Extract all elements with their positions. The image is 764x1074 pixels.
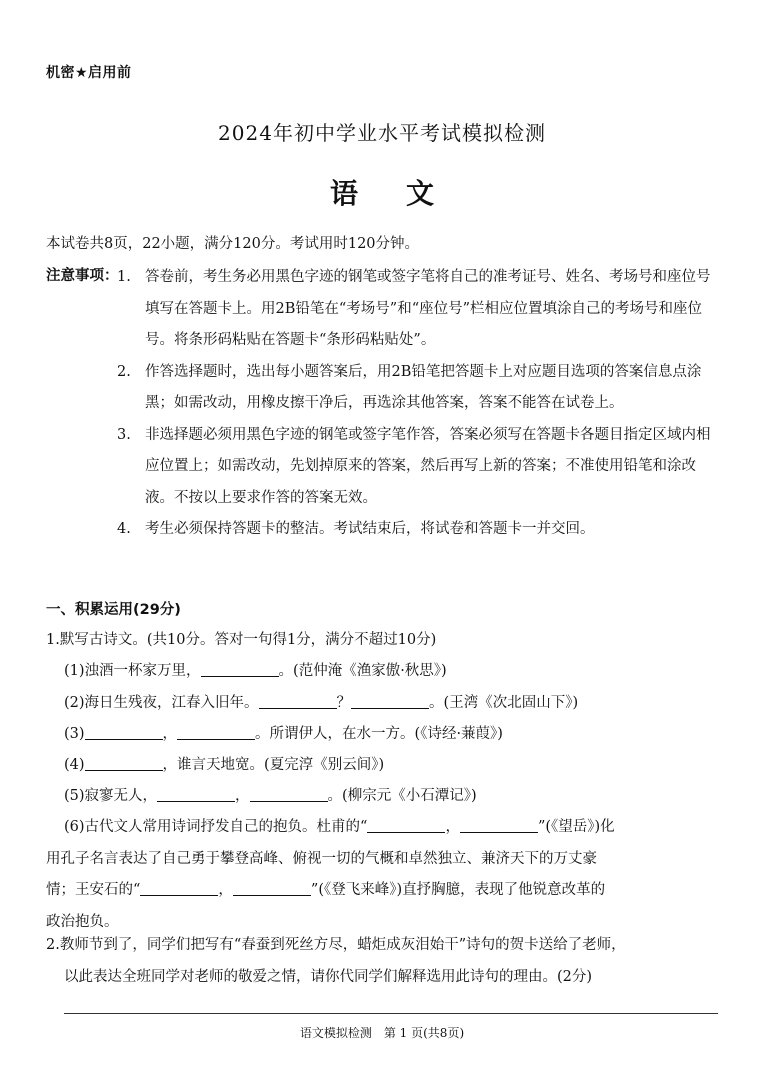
subject-char-2: 文 — [406, 177, 435, 210]
section-heading: 一、积累运用(29分) — [46, 602, 181, 618]
answer-blank[interactable] — [177, 725, 255, 740]
page-footer: 语文模拟检测 第 1 页(共8页) — [299, 1026, 465, 1040]
question-1-item-5: (5)寂寥无人， ， 。(柳宗元《小石潭记》) — [64, 788, 477, 804]
answer-blank[interactable] — [367, 818, 445, 833]
answer-blank[interactable] — [233, 881, 311, 896]
notice-item: 1. 答卷前，考生务必用黑色字迹的钢笔或签字笔将自己的准考证号、姓名、考场号和座位号填写在答题卡上。用2B铅笔在“考场号”和“座位号”栏相应位置填涂自己的考场号和座位号。将条形码粘贴在答题卡“条形码粘贴处”。 — [117, 269, 711, 348]
question-1-item-6: (6)古代文人常用诗词抒发自己的抱负。杜甫的“ ， ”(《望岳》)化 用孔子名言表达了自己勇于攀登高峰、俯视一切的气概和卓然独立、兼济天下的万丈豪 情；王安石的“ ， ”(《登飞来峰》)直抒胸臆，表现了他锐意改革的 政治抱负。 — [46, 819, 615, 930]
subject-title — [0, 172, 764, 212]
notice-list — [117, 262, 721, 546]
subject-char-1: 语 — [329, 177, 358, 210]
answer-blank[interactable] — [259, 694, 337, 709]
question-1-item-3: (3) ， 。所谓伊人，在水一方。(《诗经·蒹葭》) — [64, 726, 503, 742]
answer-blank[interactable] — [351, 694, 429, 709]
question-1-stem: 1.默写古诗文。(共10分。答对一句得1分，满分不超过10分) — [46, 632, 437, 648]
exam-title: 2024年初中学业水平考试模拟检测 — [218, 121, 546, 145]
answer-blank[interactable] — [201, 662, 279, 677]
question-1-item-4: (4) ，谁言天地宽。(夏完淳《别云间》) — [64, 757, 385, 773]
notice-item: 2. 作答选择题时，选出每小题答案后，用2B铅笔把答题卡上对应题目选项的答案信息点涂黑；如需改动，用橡皮擦干净后，再选涂其他答案，答案不能答在试卷上。 — [117, 363, 702, 411]
footer-divider — [64, 1013, 718, 1014]
answer-blank[interactable] — [250, 787, 328, 802]
notice-item: 3. 非选择题必须用黑色字迹的钢笔或签字笔作答，答案必须写在答题卡各题目指定区域内相应位置上；如需改动，先划掉原来的答案，然后再写上新的答案；不准使用铅笔和涂改液。不按以上要求作答的答案无效。 — [117, 426, 711, 506]
question-1-item-1: (1)浊酒一杯家万里， 。(范仲淹《渔家傲·秋思》) — [64, 663, 447, 679]
exam-intro: 本试卷共8页，22小题，满分120分。考试用时120分钟。 — [46, 236, 420, 252]
question-2: 2.教师节到了，同学们把写有“春蚕到死丝方尽，蜡炬成灰泪始干”诗句的贺卡送给了老师， 以此表达全班同学对老师的敬爱之情，请你代同学们解释选用此诗句的理由。(2分) — [46, 937, 626, 985]
confidential-label: 机密★启用前 — [46, 65, 132, 81]
answer-blank[interactable] — [460, 818, 538, 833]
notice-item: 4. 考生必须保持答题卡的整洁。考试结束后，将试卷和答题卡一并交回。 — [117, 521, 595, 537]
answer-blank[interactable] — [85, 725, 163, 740]
answer-blank[interactable] — [85, 756, 163, 771]
question-1-item-2: (2)海日生残夜，江春入旧年。 ？ 。(王湾《次北固山下》) — [64, 695, 579, 711]
answer-blank[interactable] — [140, 881, 218, 896]
answer-blank[interactable] — [157, 787, 235, 802]
notice-label: 注意事项： — [46, 268, 119, 284]
